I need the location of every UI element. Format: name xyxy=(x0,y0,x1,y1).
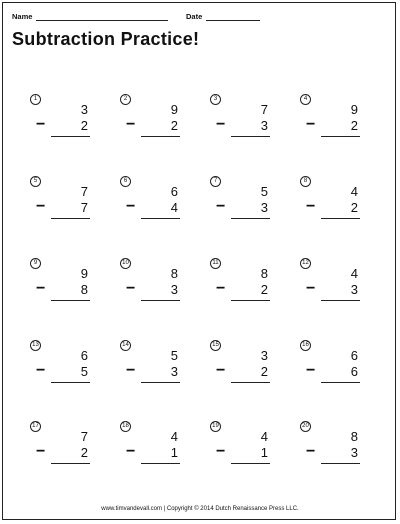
minus-icon: − xyxy=(306,198,316,215)
problem-3 xyxy=(210,94,290,164)
minuend: 7 xyxy=(260,102,268,117)
answer-line[interactable] xyxy=(51,300,90,301)
answer-line[interactable] xyxy=(231,382,270,383)
minus-icon: − xyxy=(36,198,46,215)
minuend: 5 xyxy=(260,184,268,199)
name-line[interactable] xyxy=(36,12,168,21)
problem-number-badge: 15 xyxy=(210,340,221,351)
problem-number-badge: 17 xyxy=(30,421,41,432)
minuend: 4 xyxy=(170,429,178,444)
answer-line[interactable] xyxy=(321,218,360,219)
minuend: 9 xyxy=(350,102,358,117)
answer-line[interactable] xyxy=(321,136,360,137)
answer-line[interactable] xyxy=(51,463,90,464)
problem-number-badge: 18 xyxy=(120,421,131,432)
subtrahend: 3 xyxy=(170,282,178,297)
subtrahend: 3 xyxy=(350,445,358,460)
minus-icon: − xyxy=(306,443,316,460)
subtrahend: 4 xyxy=(170,200,178,215)
minus-icon: − xyxy=(36,362,46,379)
problem-number-badge: 8 xyxy=(300,176,311,187)
minuend: 8 xyxy=(170,266,178,281)
problem-number-badge: 12 xyxy=(300,258,311,269)
problem-14 xyxy=(120,340,200,410)
minus-icon: − xyxy=(216,280,226,297)
subtrahend: 2 xyxy=(80,445,88,460)
subtrahend: 2 xyxy=(260,364,268,379)
problem-11 xyxy=(210,258,290,328)
problem-18 xyxy=(120,421,200,491)
problem-5 xyxy=(30,176,110,246)
minuend: 6 xyxy=(350,348,358,363)
minuend: 4 xyxy=(350,266,358,281)
problem-2 xyxy=(120,94,200,164)
minuend: 9 xyxy=(170,102,178,117)
problem-number-badge: 2 xyxy=(120,94,131,105)
problem-10 xyxy=(120,258,200,328)
problem-number-badge: 5 xyxy=(30,176,41,187)
minus-icon: − xyxy=(36,280,46,297)
subtrahend: 2 xyxy=(350,200,358,215)
subtrahend: 8 xyxy=(80,282,88,297)
date-label: Date xyxy=(186,12,203,21)
minus-icon: − xyxy=(306,362,316,379)
problem-number-badge: 13 xyxy=(30,340,41,351)
minuend: 5 xyxy=(170,348,178,363)
minus-icon: − xyxy=(126,443,136,460)
problem-number-badge: 16 xyxy=(300,340,311,351)
answer-line[interactable] xyxy=(51,218,90,219)
problem-9 xyxy=(30,258,110,328)
answer-line[interactable] xyxy=(141,136,180,137)
minuend: 8 xyxy=(350,429,358,444)
minus-icon: − xyxy=(216,116,226,133)
problem-number-badge: 7 xyxy=(210,176,221,187)
problem-number-badge: 4 xyxy=(300,94,311,105)
problem-12 xyxy=(300,258,380,328)
problem-number-badge: 6 xyxy=(120,176,131,187)
problem-15 xyxy=(210,340,290,410)
problem-number-badge: 19 xyxy=(210,421,221,432)
answer-line[interactable] xyxy=(51,136,90,137)
subtrahend: 2 xyxy=(260,282,268,297)
problem-16 xyxy=(300,340,380,410)
name-field[interactable] xyxy=(12,12,168,21)
minus-icon: − xyxy=(216,443,226,460)
answer-line[interactable] xyxy=(141,300,180,301)
minus-icon: − xyxy=(126,280,136,297)
footer-copyright: www.timvandevall.com | Copyright © 2014 Dutch Renaissance Press LLC. xyxy=(101,506,299,512)
minuend: 7 xyxy=(80,429,88,444)
problem-number-badge: 9 xyxy=(30,258,41,269)
minuend: 3 xyxy=(80,102,88,117)
problem-6 xyxy=(120,176,200,246)
subtrahend: 6 xyxy=(350,364,358,379)
date-line[interactable] xyxy=(206,12,260,21)
subtrahend: 1 xyxy=(260,445,268,460)
problem-number-badge: 3 xyxy=(210,94,221,105)
minuend: 4 xyxy=(350,184,358,199)
minus-icon: − xyxy=(126,198,136,215)
subtrahend: 3 xyxy=(170,364,178,379)
subtrahend: 2 xyxy=(350,118,358,133)
answer-line[interactable] xyxy=(231,300,270,301)
name-label: Name xyxy=(12,12,33,21)
subtrahend: 3 xyxy=(260,118,268,133)
minus-icon: − xyxy=(306,280,316,297)
problem-8 xyxy=(300,176,380,246)
subtrahend: 7 xyxy=(80,200,88,215)
problem-20 xyxy=(300,421,380,491)
minus-icon: − xyxy=(216,362,226,379)
minuend: 6 xyxy=(170,184,178,199)
minuend: 6 xyxy=(80,348,88,363)
problem-13 xyxy=(30,340,110,410)
answer-line[interactable] xyxy=(51,382,90,383)
minuend: 3 xyxy=(260,348,268,363)
problem-7 xyxy=(210,176,290,246)
answer-line[interactable] xyxy=(321,300,360,301)
answer-line[interactable] xyxy=(231,218,270,219)
answer-line[interactable] xyxy=(321,463,360,464)
minuend: 8 xyxy=(260,266,268,281)
problem-4 xyxy=(300,94,380,164)
subtrahend: 5 xyxy=(80,364,88,379)
minus-icon: − xyxy=(126,362,136,379)
subtrahend: 1 xyxy=(170,445,178,460)
subtrahend: 2 xyxy=(170,118,178,133)
answer-line[interactable] xyxy=(141,218,180,219)
minus-icon: − xyxy=(216,198,226,215)
minuend: 7 xyxy=(80,184,88,199)
answer-line[interactable] xyxy=(141,463,180,464)
problem-number-badge: 10 xyxy=(120,258,131,269)
page-title: Subtraction Practice! xyxy=(12,29,200,49)
problem-number-badge: 1 xyxy=(30,94,41,105)
minus-icon: − xyxy=(36,443,46,460)
answer-line[interactable] xyxy=(231,136,270,137)
minuend: 9 xyxy=(80,266,88,281)
date-field[interactable] xyxy=(186,12,260,21)
answer-line[interactable] xyxy=(321,382,360,383)
minus-icon: − xyxy=(306,116,316,133)
minus-icon: − xyxy=(36,116,46,133)
problem-number-badge: 11 xyxy=(210,258,221,269)
minuend: 4 xyxy=(260,429,268,444)
subtrahend: 2 xyxy=(80,118,88,133)
problem-17 xyxy=(30,421,110,491)
answer-line[interactable] xyxy=(141,382,180,383)
problem-19 xyxy=(210,421,290,491)
answer-line[interactable] xyxy=(231,463,270,464)
subtrahend: 3 xyxy=(260,200,268,215)
problem-1 xyxy=(30,94,110,164)
subtrahend: 3 xyxy=(350,282,358,297)
minus-icon: − xyxy=(126,116,136,133)
problem-number-badge: 20 xyxy=(300,421,311,432)
problem-number-badge: 14 xyxy=(120,340,131,351)
